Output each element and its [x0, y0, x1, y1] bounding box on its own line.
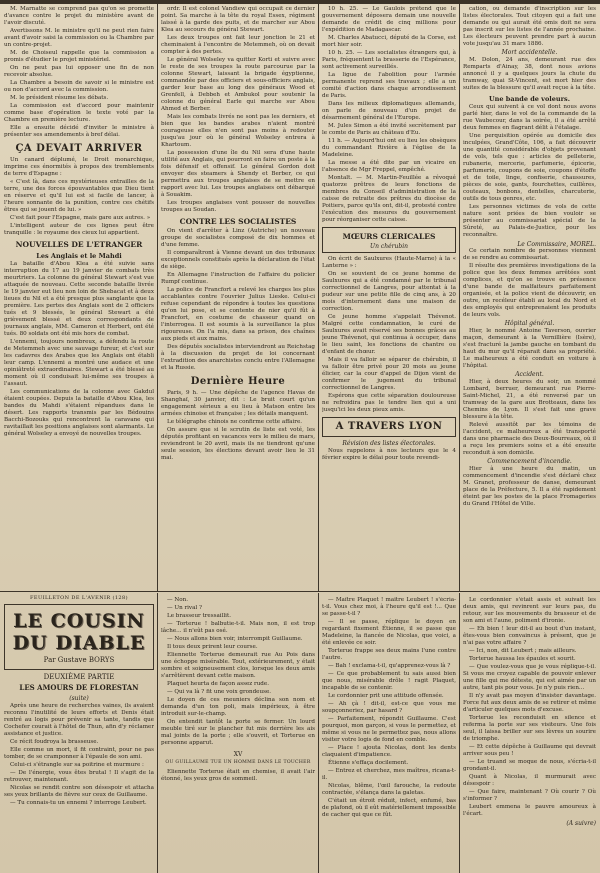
feuilleton-column-4 — [463, 597, 596, 871]
paragraph: 11 h. — Aujourd'hui ont eu lieu les obsèques du commandant Rivière à l'église de la Madeleine. — [322, 138, 456, 158]
paragraph: On vient d'arrêter à Linz (Autriche) un nouveau groupe de socialistes composé de dix hommes et d'une femme. — [161, 228, 315, 248]
paragraph: En Allemagne l'instruction de l'affaire du policier Rumpf continue. — [161, 272, 315, 285]
paragraph: La bataille d'Abou Klea a été suivie sans interruption du 17 au 19 janvier de combats très meurtriers. La colonne du général Stewart s'est vue attaquée de nouveau. Cette seconde bataille livrée le 19 janvier eut lieu non loin de Shebacat et à deux lieues du Nil et a été presque plus sanglante que la première. Les pertes des Anglais sont de 2 officiers tués et 9 blessés, le général Stewart a été grièvement blessé et deux correspondants de journaux anglais, MM. Cameron et Herbert, ont été tués. 80 soldats ont été mis hors de combat. — [4, 261, 154, 337]
paragraph: Mais les combats livrés ne sont pas les derniers, et bien que les bandes arabes n'aient montré courageuse elles n'en sont pas moins à redouter jusqu'au jour où le général Wolseley entrera à Khartoum. — [161, 114, 315, 148]
paragraph: Il résulte des premières investigations de la police que les deux femmes arrêtées sont complices, et qu'on se trouve en présence d'une bande de malfaiteurs parfaitement organisée, et la police vient de découvrir, en outre, un recéleur établi au local du Nord et des employés qui entreprenaient les produits de leurs vols. — [463, 263, 596, 318]
paragraph: Celui-ci s'étrangle sur sa poitrine et murmure : — [10, 762, 144, 768]
paragraph: Hier à une heure du matin, un commencement d'incendie s'est déclaré chez M. Granet, professeur de danse, demeurant place de la Préfecture, 5. Il a été rapidement éteint par les postes de la place Fromageries du Grand l'Hôtel de Ville. — [463, 466, 596, 507]
paragraph: Relevé aussitôt par les témoins de l'accident, ce malheureux a été transporté dans une pharmacie des Deux-Bourreaux, où il a reçu les premiers soins et a été ensuite reconduit à son domicile. — [463, 422, 596, 456]
feuilleton-partie: DEUXIÈME PARTIE — [43, 673, 115, 681]
paragraph: Torterue haussa les épaules et sourit. — [469, 656, 576, 662]
paragraph: — Ce que probablement tu sais aussi bien que nous, misérable drôle ! ragit Plaquet, incapable de se contenir. — [322, 671, 456, 691]
paragraph: Ce récit foudroya la brasseuse. — [10, 739, 99, 745]
column-4 — [463, 6, 596, 590]
paragraph: Torterue frappe ses deux mains l'une contre l'autre. — [322, 648, 456, 661]
signature-commissaire: Le Commissaire, MOREL. — [517, 241, 596, 248]
paragraph: Les troupes anglaises vont pousser de nouvelles troupes au Soudan. — [161, 200, 315, 213]
paragraph: Le brasseur tressaillit. — [167, 613, 231, 619]
paragraph: Leubert emmena le pauvre amoureux à l'écart. — [463, 804, 596, 817]
paragraph: Un canard déplumé, le Droit monarchique, imprime ces énormités à propos des tremblements de terre d'Espagne : — [4, 157, 154, 177]
paragraph: Les personnes victimes de vols de cette nature sont priées de bien vouloir se présenter au commissariat spécial de la Sûreté, au Palais-de-Justice, pour les reconnaître. — [463, 204, 596, 238]
headline-nouvelles-etranger: NOUVELLES DE L'ETRANGER — [15, 240, 143, 249]
paragraph: La Chambre a besoin de savoir si le ministre est ou non d'accord avec la commission. — [4, 80, 154, 93]
paragraph: Les deux troupes ont fait leur jonction le 21 et cheminaient à l'encontre de Metemmeh, où on devait compter à des pertes. — [161, 35, 315, 55]
paragraph: — Entrez et cherchez, mes maîtres, ricana-t-il. — [322, 768, 456, 781]
paragraph: — Qui va là ? fit une voix grondeuse. — [167, 689, 272, 695]
feuilleton-column-2 — [161, 597, 315, 871]
a-suivre: (A suivre) — [566, 820, 596, 827]
paragraph: — Que faire, maintenant ? Où courir ? Où s'informer ? — [463, 789, 596, 802]
headline-a-travers-lyon: A TRAVERS LYON — [335, 421, 443, 432]
chapter-number: XV — [233, 751, 243, 758]
paragraph: Le cordonnier s'était assis et suivait les deux amis, qui revinrent sur leurs pas, du retour, sur les mouvements du brasseur et de son ami et l'aune, poliment d'ironie. — [463, 597, 596, 624]
feuilleton-author: Par Gustave BORYS — [43, 656, 115, 664]
paragraph: — Que voulez-vous que je vous réplique-t-il. Si vous me croyez capable de pouvoir enlever une fille qui me déteste, qui est aimée par un autre, tant pis pour vous. Je n'y puis rien... — [463, 664, 596, 691]
paragraph: Il tous deux prirent leur course. — [167, 644, 258, 650]
paragraph: Le cordonnier prit une attitude offensée. — [328, 693, 444, 699]
paragraph: Plaquet heurta de façon assez rude. — [167, 681, 269, 687]
feuilleton-title: LE COUSIN DU DIABLE — [12, 610, 146, 654]
paragraph: La commission est d'accord pour maintenir comme base d'opération le texte voté par la Chambre en première lecture. — [4, 103, 154, 123]
feuilleton-subtitle: LES AMOURS DE FLORESTAN — [19, 683, 139, 692]
paragraph: — Le truand se moque de nous, s'écria-t-il grondant-il. — [463, 759, 596, 772]
paragraph: L'intelligent auteur de ces lignes peut être tranquille : le royaume des cieux lui appartient. — [4, 223, 154, 236]
paragraph: On entendit tantôt la porte se fermer. Un lourd meuble tiré sur le plancher fut mis derrière les ais mal joints de la porte ; elle s'ouvrit, et Torterue en personne apparut. — [161, 719, 315, 746]
paragraph: Quant à Nicolas, il murmurait avec désespoir : — [463, 774, 596, 787]
paragraph: ordr. Il est colonel Vandiew qui occupait ce dernier point. Sa marche à la tête du royal Essex, régiment laissé à la garde des puits, et de marcher sur Abou Klea au secours du général Stewart. — [161, 6, 315, 33]
paragraph: 10 h. 25. — Les socialistes étrangers qui, à Paris, fréquentent la brasserie de l'Espérance, sont activement surveillés. — [322, 50, 456, 70]
paragraph: Nous rappelons à nos lecteurs que le 4 février expire le délai pour toute revendi- — [322, 448, 456, 461]
paragraph: — Maître Plaquet ! maître Leubert ! s'écria-t-il. Vous chez moi, à l'heure qu'il est !... Que se passe-t-il ? — [322, 597, 456, 617]
subheadline-revision-listes: Révision des listes électorales. — [342, 440, 436, 447]
paragraph: Il comparaîtront à Vienne devant un des tribunaux exceptionnels constitués après la déclaration de l'état de siège. — [161, 250, 315, 270]
paragraph: — Parfaitement, répondit Guillaume. C'est pourquoi, mon garçon, si vous le permettez, et même si vous ne le permettez pas, nous allons visiter votre logis de fond en comble. — [322, 716, 456, 743]
paragraph: Avertissons M. le ministre qu'il ne peut rien faire avant d'avoir saisi la commission ou la Chambre par un contre-projet. — [4, 28, 154, 48]
paragraph: On se souvient de ce jeune homme de Saulxures qui a été condamné par le tribunal correctionnel de Langres, pour attentat à la pudeur sur une petite fille de cinq ans, à 20 mois d'internement dans une maison de correction. — [322, 271, 456, 312]
paragraph: M. le président résume les débats. — [10, 95, 109, 101]
paragraph: Hier, à deux heures du soir, un nommé Lombard, berruer, demeurant rue Pierre-Saint-Michel, 21, a été renversé par un tramway de la gare aux Brotteaux, dans les Chemins de Lyon. Il s'est fait une grave blessure à la tête. — [463, 379, 596, 420]
paragraph: — Non. — [167, 597, 189, 603]
section-a-travers-lyon — [322, 417, 456, 437]
paragraph: C'est fait pour l'Espagne, mais gare aux autres. » — [10, 215, 151, 221]
column-rule — [318, 4, 319, 592]
paragraph: Après une heure de recherches vaines, ils avaient reconnu l'inutilité de leurs efforts et Denis était rentré au logis pour prévenir sa tante, tandis que Cochefer courait à l'hôtel de Thun, afin d'y réclamer assistance et justice. — [4, 703, 154, 737]
paragraph: — Tu connais-tu un ennemi ? interroge Leubert. — [10, 800, 147, 806]
paragraph: Paris, 9 h. — Une dépêche de l'agence Havas de Shanghaï, 30 janvier, dit : Le bruit court qu'un engagement sérieux a eu lieu à Matson entre les armées chinoise et française ; les détails manquent. — [161, 390, 315, 417]
article-intro — [4, 6, 154, 139]
chapter-title: OU GUILLAUME TUE UN HOMME DANS LE TOUCHER — [165, 760, 311, 765]
headline-contre-socialistes: CONTRE LES SOCIALISTES — [179, 217, 297, 226]
paragraph: On assure que si le scrutin de liste est voté, les députés profitant en vacances vers le milieu de mars, reviendront le 20 avril, mais ils ne tiendront qu'une seule session, les élections devant avoir lieu le 31 mai. — [161, 427, 315, 461]
paragraph: Ce certain nombre de personnes viennent de se rendre au commissariat. — [463, 248, 596, 261]
feuilleton-suite: (suite) — [69, 695, 89, 702]
paragraph: — Un rival ? — [167, 605, 202, 611]
paragraph: Mais il va falloir se séparer de chérubin, il va falloir être privé pour 20 mois au jeune élicier, car la cour d'appel de Dijon vient de confirmer le jugement du tribunal correctionnel de Langres. — [322, 357, 456, 391]
paragraph: La possession d'une île du Nil sera d'une haute utilité aux Anglais, qui pourront en faire un poste à la fois défensif et offensif. Le général Gordon doit envoyer des steamers à Shendy et Berber, ce qui permettra aux troupes anglaises de se mettre en rapport avec lui. Les troupes anglaises ont débarqué à Souakim. — [161, 150, 315, 198]
paragraph: M. Marnatte se comprend pas qu'on se promette d'avance contre le projet du ministère avant de l'avoir discuté. — [4, 6, 154, 26]
headline-bande-voleurs: Une bande de voleurs. — [489, 95, 570, 103]
paragraph: — Torterue ! balbutie-t-il. Mais non, il est trop lâche... il n'eût pas osé. — [161, 621, 315, 634]
paragraph: Eliennette Torterue était en chemise, il avait l'air étonné, les yeux gros de sommeil. — [161, 769, 315, 782]
headline-moeurs-clericales: MŒURS CLERICALES — [342, 232, 436, 241]
headline-ca-devait-arriver: ÇA DEVAIT ARRIVER — [15, 143, 143, 154]
headline-mort-accidentelle: Mort accidentelle. — [501, 49, 558, 56]
feuilleton-column-1 — [4, 595, 154, 871]
paragraph: Il n'y avait pas moyen d'insister davantage. Force fut aux deux amis de se retirer et même d'articuler quelques mots d'excuse. — [463, 693, 596, 713]
paragraph: cation, ou demande d'inscription sur les listes électorales. Tout citoyen qui a fait une demande ou qui aurait été omis doit ne sera pas inscrit sur les listes de l'année prochaine. Les électeurs peuvent prendre part à aucun vote jusqu'au 31 mars 1886. — [463, 6, 596, 47]
paragraph: Le général Wolseley va quitter Korti et suivre avec le reste de ses troupes la route parcourue par la colonne Stewart, laissant la brigade égyptienne, commandée par des officiers et sous-officiers anglais, garder leur base au long des généraux Wood et Grenfell, à Debbeh et Ambukol pour soutenir la colonne du général Earle qui marche sur Abou Ahmed et Berber. — [161, 57, 315, 112]
column-1 — [4, 6, 154, 590]
paragraph: — Nous allons bien voir, interrompit Guillaume. — [167, 636, 303, 642]
subheadline-cherubin: Un chérubin — [370, 243, 408, 250]
paragraph: Une perquisition opérée au domicile des inculpées, Grand'Côte, 106, a fait découvrir une quantité considérable d'objets provenant de vols, tels que : articles de pelleterie, rubanerie, mercerie, parfumerie, épicerie, parfumerie, coupons de soie, coupons d'étoffe et de toile, linge, confiserie, chaussures, pièces de soie, gants, fourchettes, cuillères, couteaux, bonbons, dentelles, charcuterie, outils de tous genres, etc. — [463, 133, 596, 202]
paragraph: Le télégraphe chinois ne confirme cette affaire. — [167, 419, 303, 425]
paragraph: — Eh bien ! leur dit-il au bout d'un instant, êtes-vous bien convaincus à présent, que je n'ai pas votre affaire ? — [463, 626, 596, 646]
column-2 — [161, 6, 315, 590]
paragraph: — Et cette dépêche à Guillaume qui devrait arriver sous peu ! — [463, 744, 596, 757]
feuilleton-rule — [0, 591, 600, 592]
article-moeurs-clericales — [322, 227, 456, 253]
paragraph: On écrit de Saulxures (Haute-Marne) à la « Lanterne » : — [322, 256, 456, 269]
paragraph: Nicolas, blême, l'œil farouche, la redoute contractée, s'élança dans la galetas. — [322, 783, 456, 796]
subheadline-anglais-mahdi: Les Anglais et le Mahdi — [36, 252, 122, 260]
paragraph: Hier, le nommé Antoine Taverson, ouvrier maçon, demeurant à la Vernillière (Isère), s'est fracturé la jambe gauche en tombant du haut du mur qu'il réparait dans sa propriété. Le malheureux a été conduit en voiture à l'hôpital. — [463, 328, 596, 369]
paragraph: Le doyen de ces meuniers déclina son nom et demanda d'un ton poli, mais impérieux, à être introduit sur-le-champ. — [161, 697, 315, 717]
paragraph: M. Dolon, 24 ans, demeurant rue des Remparts d'Ainay, 38, dont nous avions annoncé il y a quelques jours la chute du tramway, quai St-Vincent, est mort hier des suites de la blessure qu'il avait reçue à la tête. — [463, 57, 596, 91]
paragraph: Espérons que cette séparation douloureuse ne refroidira pas le tendre lien qui a uni jusqu'ici les deux pieux amis. — [322, 393, 456, 413]
paragraph: 10 h. 25. — Le Gaulois prétend que le gouvernement déposera demain une nouvelle demande de crédit de cinq millions pour l'expédition de Madagascar. — [322, 6, 456, 33]
column-rule — [459, 4, 460, 592]
paragraph: Elle a ensuite décidé d'inviter le ministre à présenter ses amendements à bref délai. — [4, 125, 154, 138]
paragraph: Torterue les reconduisit en silence et referma la porte sur ses visiteurs. Une fois seul, il laissa briller sur ses lèvres un sourire de triomphe. — [463, 715, 596, 742]
paragraph: Étienne s'effaça docilement. — [328, 760, 409, 766]
paragraph: — Ah çà ! dit-il, est-ce que vous me soupçonneriez, par hasard ? — [322, 701, 456, 714]
headline-accident: Accident. — [515, 371, 544, 378]
paragraph: La ligue de l'abolition pour l'armée permanente reprend ses travaux ; elle a un comité d'action dans chaque arrondissement de Paris. — [322, 72, 456, 99]
headline-commencement-incendie: Commencement d'incendie. — [487, 458, 572, 465]
paragraph: Nicolas se rendit contre son désespoir et attacha ses yeux brillants de fièvre sur ceux de Guillaume. — [4, 785, 154, 798]
feuilleton-title-box — [4, 604, 154, 670]
column-rule — [157, 593, 158, 873]
paragraph: Ceux qui suivent à ce vol dont nous avons parlé hier, dans le vol de la commande de la rue Vaubecour, dans la soirée, il a été arrêté deux femmes en flagrant délit à l'étalage. — [463, 104, 596, 131]
paragraph: L'ennemi, toujours nombreux, a défendu la route de Metemmeh avec une sauvage fureur, et c'est sur les cadavres des Arabes que les Anglais ont établi leur camp. L'ennemi a montré une audace et une opiniâtreté extraordinaires. Stewart a été blessé au moment où il conduisait lui-même ses troupes à l'assaut. — [4, 339, 154, 387]
column-rule — [157, 4, 158, 592]
paragraph: — Bah ! exclama-t-il, qu'apprenez-vous là ? — [328, 663, 451, 669]
paragraph: Elle comme un mort, il fit contraint, pour ne pas tomber, de se cramponner à l'épaule de son ami. — [4, 747, 154, 760]
feuilleton-header: FEUILLETON DE L'AVENIR (128) — [30, 595, 128, 601]
paragraph: M. Jules Simon a été invité secrètement par le comte de Paris au château d'Eu. — [322, 123, 456, 136]
paragraph: M. de Choiseul rappelle que la commission a promis d'étudier le projet ministériel. — [4, 50, 154, 63]
paragraph: « C'est là, dans ces mystérieuses entrailles de la terre, une des forces épouvantables que Dieu tient en réserve et qu'il lui est si facile de lancer, à l'heure sonnante de la punition, contre ces chétifs êtres qui se jouent de lui. » — [4, 179, 154, 213]
headline-hopital-general: Hôpital général. — [504, 320, 555, 327]
column-rule — [318, 593, 319, 873]
paragraph: Dans les milieux diplomatiques allemands, on parle de nouveau d'un projet de désarmement général de l'Europe. — [322, 101, 456, 121]
feuilleton-column-3 — [322, 597, 456, 871]
paragraph: C'était un étroit réduit, infect, enfumé, bas de plafond, où il eût matériellement impossible de cacher qui que ce fût. — [322, 798, 456, 818]
paragraph: La police de Francfort a relevé les charges les plus accablantes contre l'ouvrier Julius Lieske. Celui-ci refuse cependant de répondre à toutes les questions qu'on lui pose, et se contente de nier qu'il fût à Francfort, en costume de chasseur quand on l'interrogea. Il est soumis à la surveillance la plus rigoureuse. On l'a mis, dans sa prison, des chaînes aux pieds et aux mains. — [161, 287, 315, 342]
headline-derniere-heure: Dernière Heure — [190, 376, 286, 387]
paragraph: — Ici, non, dit Leubert ; mais ailleurs. — [469, 648, 577, 654]
paragraph: Ce jeune homme s'appelait Thévenot. Malgré cette condamnation, le curé de Saulxures avait réservé ses bonnes grâces au jeune Thévenot, qui continua à occuper, dans le lieu saint, les fonctions de chantre ou d'enfant de chœur. — [322, 314, 456, 355]
paragraph: Des députés socialistes interviendront au Reichstag à la discussion du projet de loi concernant l'extradition des anarchistes conclu entre l'Allemagne et la Russie. — [161, 344, 315, 371]
paragraph: Montalt. — M. Martin-Feuillée a révoqué quatorze prêtres de leurs fonctions de membres du Conseil d'administration de la caisse de retraite des prêtres du diocèse de Poitiers, parce qu'ils ont, dit-il, protesté contre l'exécution des mesures du gouvernement pour réorganiser cette caisse. — [322, 175, 456, 223]
paragraph: — De l'énergie, vous êtes brutal ! Il s'agit de la retrouver, maintenant. — [4, 770, 154, 783]
column-rule — [459, 593, 460, 873]
paragraph: — Il se passe, réplique le doyen en regardant fixement Étienne, il se passe que Madeleine, la fiancée de Nicolas, que voici, a été enlevée ce soir. — [322, 619, 456, 646]
paragraph: M. Charles Abatucci, député de la Corse, est mort hier soir. — [322, 35, 456, 48]
paragraph: Les communications de la colonne avec Gakdul étaient coupées. Depuis la bataille d'Abou Klea, les bandes du Mahdi s'étaient répandues dans le désert. Les rapports transmis par les Bédouins Bacchi-Bozouks qui rencontrent la caravane qui ravitaillait les positions anglaises sont alarmants. Le général Wolseley a envoyé de nouvelles troupes. — [4, 389, 154, 437]
paragraph: On ne peut pas lui opposer une fin de non recevoir absolue. — [4, 65, 154, 78]
paragraph: Eliennette Torterue demeurait rue Au Pois dans une échoppe misérable. Tout, extérieurement, y était sombre et soigneusement clos, lorsque les deux amis s'arrêtèrent devant cette maison. — [161, 652, 315, 679]
paragraph: — Place ! ajouta Nicolas, dont les dents claquaient d'impatience. — [322, 745, 456, 758]
paragraph: La messe a été dite par un vicaire en l'absence de Mgr Freppel, empêché. — [322, 160, 456, 173]
top-rule — [0, 0, 600, 4]
column-3 — [322, 6, 456, 590]
